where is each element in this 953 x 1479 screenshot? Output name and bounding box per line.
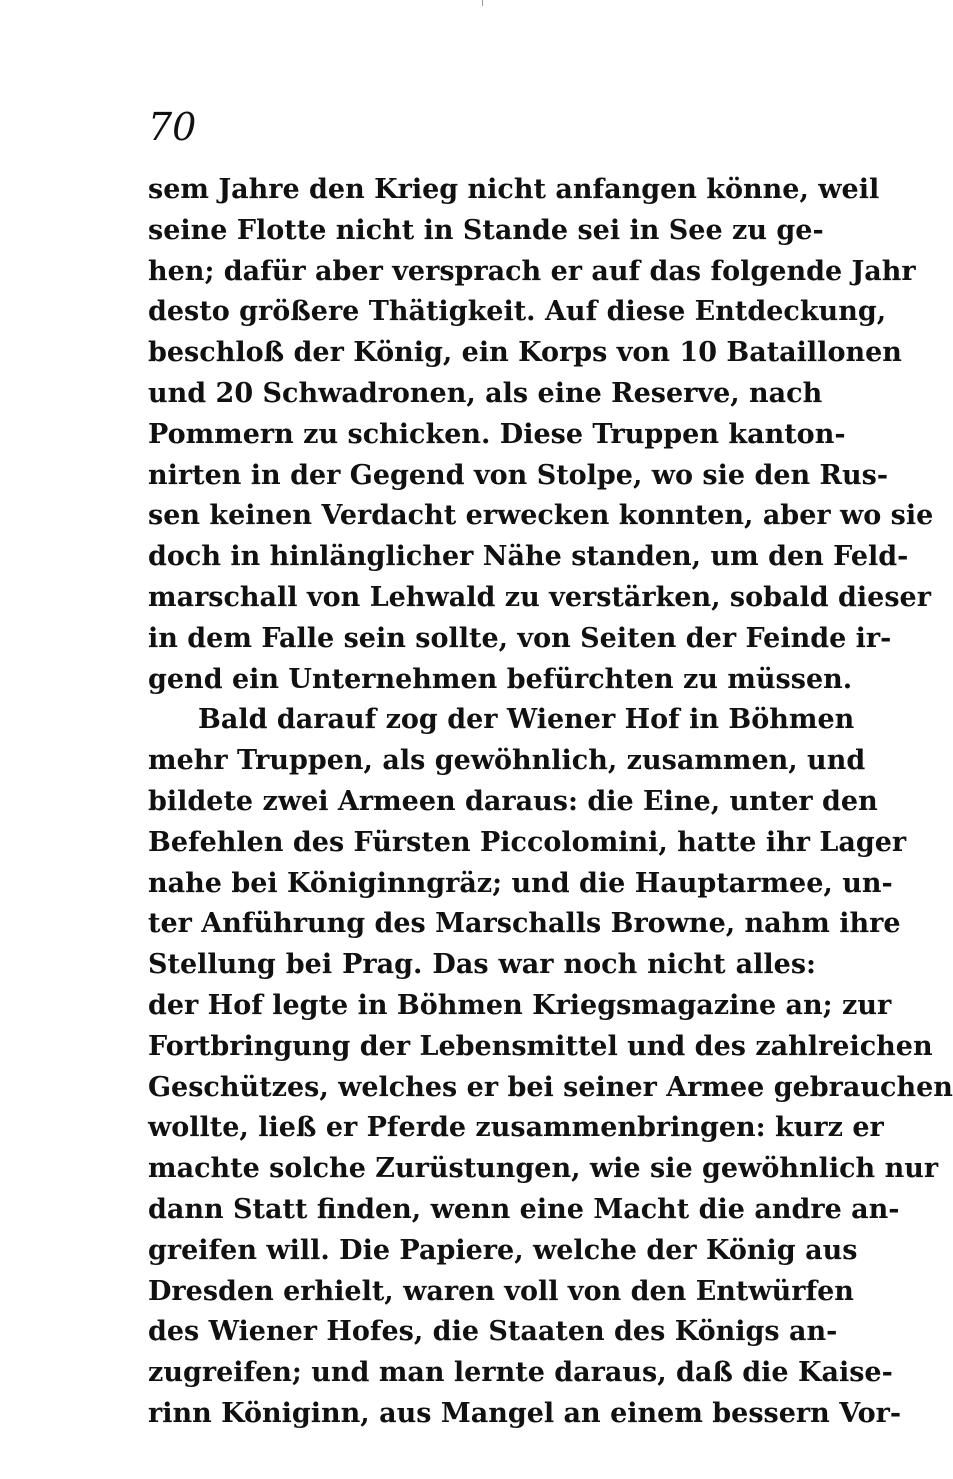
text-line: beschloß der König, ein Korps von 10 Bataillonen: [148, 337, 902, 369]
text-line: Fortbringung der Lebensmittel und des zahlreichen: [148, 1030, 933, 1062]
page-number: 70: [148, 105, 197, 149]
text-line: Befehlen des Fürsten Piccolomini, hatte ihr Lager: [148, 826, 907, 858]
text-line: mehr Truppen, als gewöhnlich, zusammen, und: [148, 745, 866, 777]
text-line: wollte, ließ er Pferde zusammenbringen: kurz er: [148, 1112, 884, 1144]
text-line: marschall von Lehwald zu verstärken, sobald dieser: [148, 581, 931, 613]
text-line: dann Statt finden, wenn eine Macht die andre an-: [148, 1193, 900, 1225]
text-line: nahe bei Königinngräz; und die Hauptarmee, un-: [148, 867, 893, 899]
text-line: seine Flotte nicht in Stande sei in See zu ge-: [148, 214, 824, 246]
text-line: gend ein Unternehmen befürchten zu müssen.: [148, 663, 853, 695]
text-line: und 20 Schwadronen, als eine Reserve, nach: [148, 377, 823, 409]
text-line: Bald darauf zog der Wiener Hof in Böhmen: [198, 704, 855, 736]
text-line: nirten in der Gegend von Stolpe, wo sie den Rus-: [148, 459, 889, 491]
text-line: zugreifen; und man lernte daraus, daß die Kaise-: [148, 1357, 893, 1389]
text-line: Stellung bei Prag. Das war noch nicht alles:: [148, 949, 816, 981]
text-line: sen keinen Verdacht erwecken konnten, aber wo sie: [148, 500, 934, 532]
body-text: [148, 170, 953, 1435]
text-line: bildete zwei Armeen daraus: die Eine, unter den: [148, 785, 878, 817]
text-line: doch in hinlänglicher Nähe standen, um den Feld-: [148, 541, 909, 573]
text-line: Dresden erhielt, waren voll von den Entwürfen: [148, 1275, 854, 1307]
text-line: hen; dafür aber versprach er auf das folgende Jahr: [148, 255, 916, 287]
text-line: machte solche Zurüstungen, wie sie gewöhnlich nur: [148, 1153, 939, 1185]
text-line: desto größere Thätigkeit. Auf diese Entdeckung,: [148, 296, 887, 328]
text-line: der Hof legte in Böhmen Kriegsmagazine an; zur: [148, 989, 892, 1021]
text-line: Pommern zu schicken. Diese Truppen kanton-: [148, 418, 846, 450]
text-line: rinn Königinn, aus Mangel an einem bessern Vor-: [148, 1397, 902, 1429]
text-line: Geschützes, welches er bei seiner Armee gebrauchen: [148, 1071, 953, 1103]
text-line: ter Anführung des Marschalls Browne, nahm ihre: [148, 908, 901, 940]
top-edge-mark: [482, 0, 483, 6]
text-line: sem Jahre den Krieg nicht anfangen könne, weil: [148, 174, 880, 205]
text-line: in dem Falle sein sollte, von Seiten der Feinde ir-: [148, 622, 892, 654]
text-line: greifen will. Die Papiere, welche der König aus: [148, 1234, 858, 1266]
text-line: des Wiener Hofes, die Staaten des Königs an-: [148, 1316, 838, 1348]
